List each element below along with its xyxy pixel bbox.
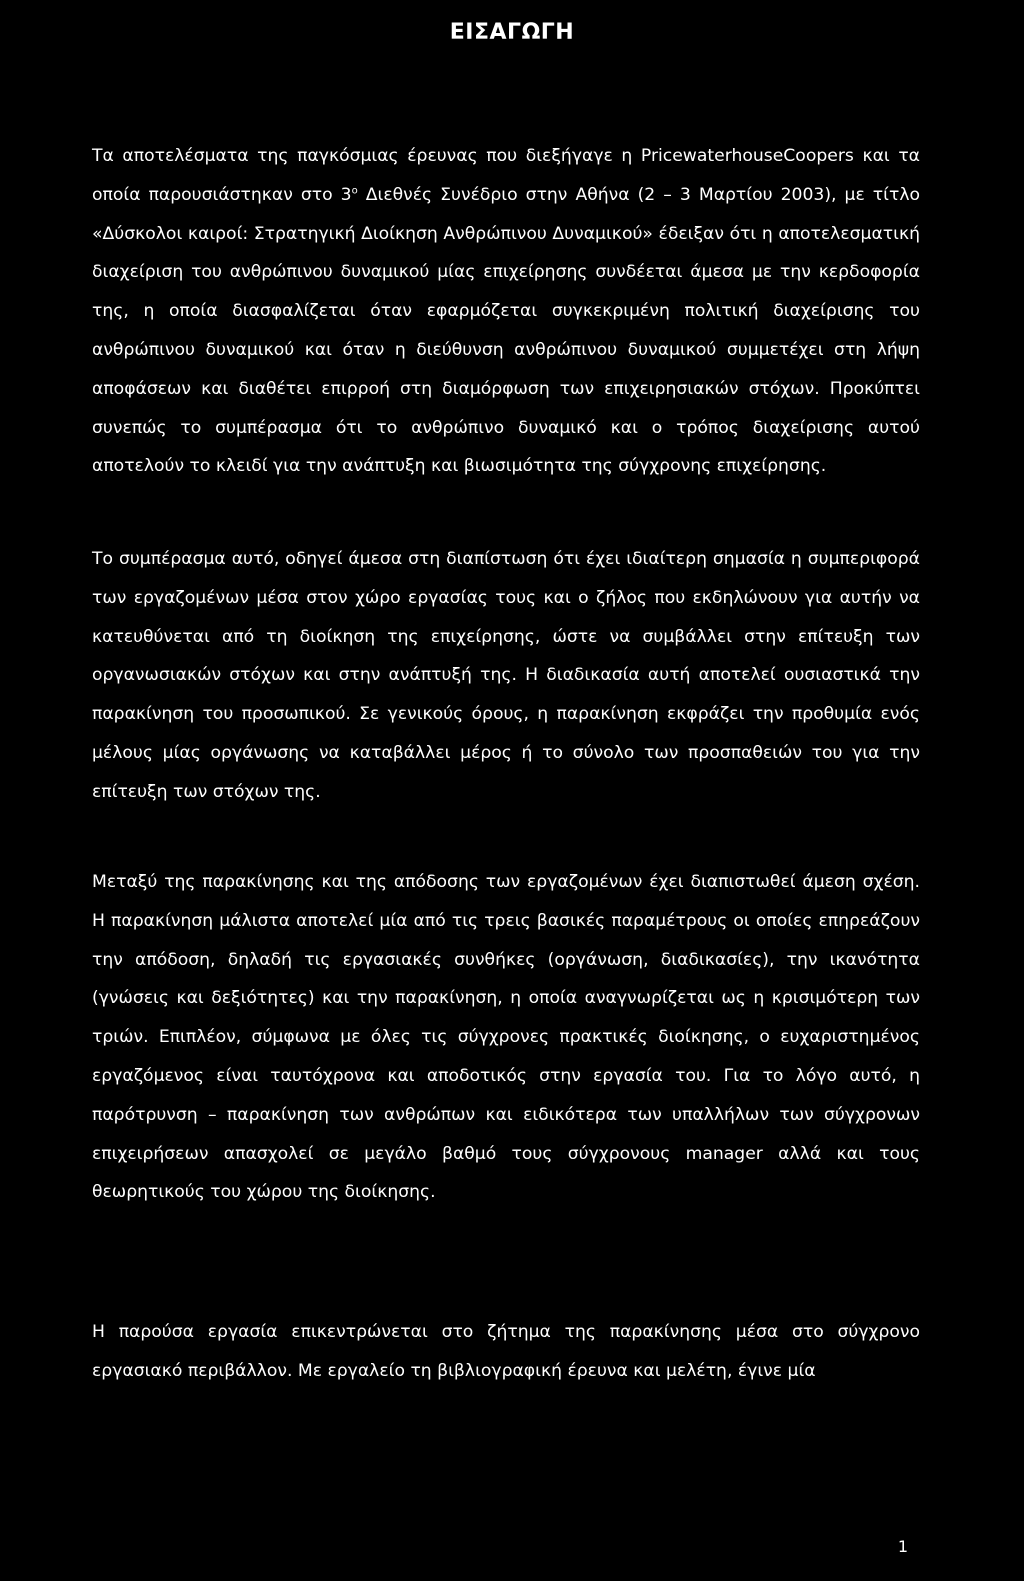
page-title: ΕΙΣΑΓΩΓΗ (449, 20, 575, 45)
paragraph-1 (92, 137, 920, 486)
paragraph-3: Μεταξύ της παρακίνησης και της απόδοσης των εργαζομένων έχει διαπιστωθεί άμεση σχέση. Η παρακίνηση μάλιστα αποτελεί μία από τις τρεις βασικές παραμέτρους οι οποίες επηρεάζουν την απόδοση, δηλαδή τις εργασιακές συνθήκες (οργάνωση, διαδικασίες), την ικανότητα (γνώσεις και δεξιότητες) και την παρακίνηση, η οποία αναγνωρίζεται ως η κρισιμότερη των τριών. Επιπλέον, σύμφωνα με όλες τις σύγχρονες πρακτικές διοίκησης, ο ευχαριστημένος εργαζόμενος είναι ταυτόχρονα και αποδοτικός στην εργασία του. Για το λόγο αυτό, η παρότρυνση – παρακίνηση των ανθρώπων και ειδικότερα των υπαλλήλων των σύγχρονων επιχειρήσεων απασχολεί σε μεγάλο βαθμό τους σύγχρονους manager αλλά και τους θεωρητικούς του χώρου της διοίκησης. (92, 872, 920, 1203)
paragraph-2: Το συμπέρασμα αυτό, οδηγεί άμεσα στη διαπίστωση ότι έχει ιδιαίτερη σημασία η συμπεριφορά των εργαζομένων μέσα στον χώρο εργασίας τους και ο ζήλος που εκδηλώνουν για αυτήν να κατευθύνεται από τη διοίκηση της επιχείρησης, ώστε να συμβάλλει στην επίτευξη των οργανωσιακών στόχων και στην ανάπτυξή της. Η διαδικασία αυτή αποτελεί ουσιαστικά την παρακίνηση του προσωπικού. Σε γενικούς όρους, η παρακίνηση εκφράζει την προθυμία ενός μέλους μίας οργάνωσης να καταβάλλει μέρος ή το σύνολο των προσπαθειών του για την επίτευξη των στόχων της. (92, 549, 920, 802)
page-number: 1 (897, 1537, 909, 1556)
paragraph-4: Η παρούσα εργασία επικεντρώνεται στο ζήτημα της παρακίνησης μέσα στο σύγχρονο εργασιακό περιβάλλον. Με εργαλείο τη βιβλιογραφική έρευνα και μελέτη, έγινε μία (92, 1322, 920, 1381)
paragraph-1-text-a: Τα αποτελέσματα της παγκόσμιας έρευνας που διεξήγαγε η PricewaterhouseCoopers και τα οποία παρουσιάστηκαν στο 3 (92, 146, 920, 205)
ordinal-superscript: ο (351, 185, 358, 197)
paragraph-1-text-b: Διεθνές Συνέδριο στην Αθήνα (2 – 3 Μαρτίου 2003), με τίτλο «Δύσκολοι καιροί: Στρατηγική Διοίκηση Ανθρώπινου Δυναμικού» έδειξαν ότι η αποτελεσματική διαχείριση του ανθρώπινου δυναμικού μίας επιχείρησης συνδέεται άμεσα με την κερδοφορία της, η οποία διασφαλίζεται όταν εφαρμόζεται συγκεκριμένη πολιτική διαχείρισης του ανθρώπινου δυναμικού και όταν η διεύθυνση ανθρώπινου δυναμικού συμμετέχει στη λήψη αποφάσεων και διαθέτει επιρροή στη διαμόρφωση των επιχειρησιακών στόχων. Προκύπτει συνεπώς το συμπέρασμα ότι το ανθρώπινο δυναμικό και ο τρόπος διαχείρισης αυτού αποτελούν το κλειδί για την ανάπτυξη και βιωσιμότητα της σύγχρονης επιχείρησης. (92, 184, 921, 477)
